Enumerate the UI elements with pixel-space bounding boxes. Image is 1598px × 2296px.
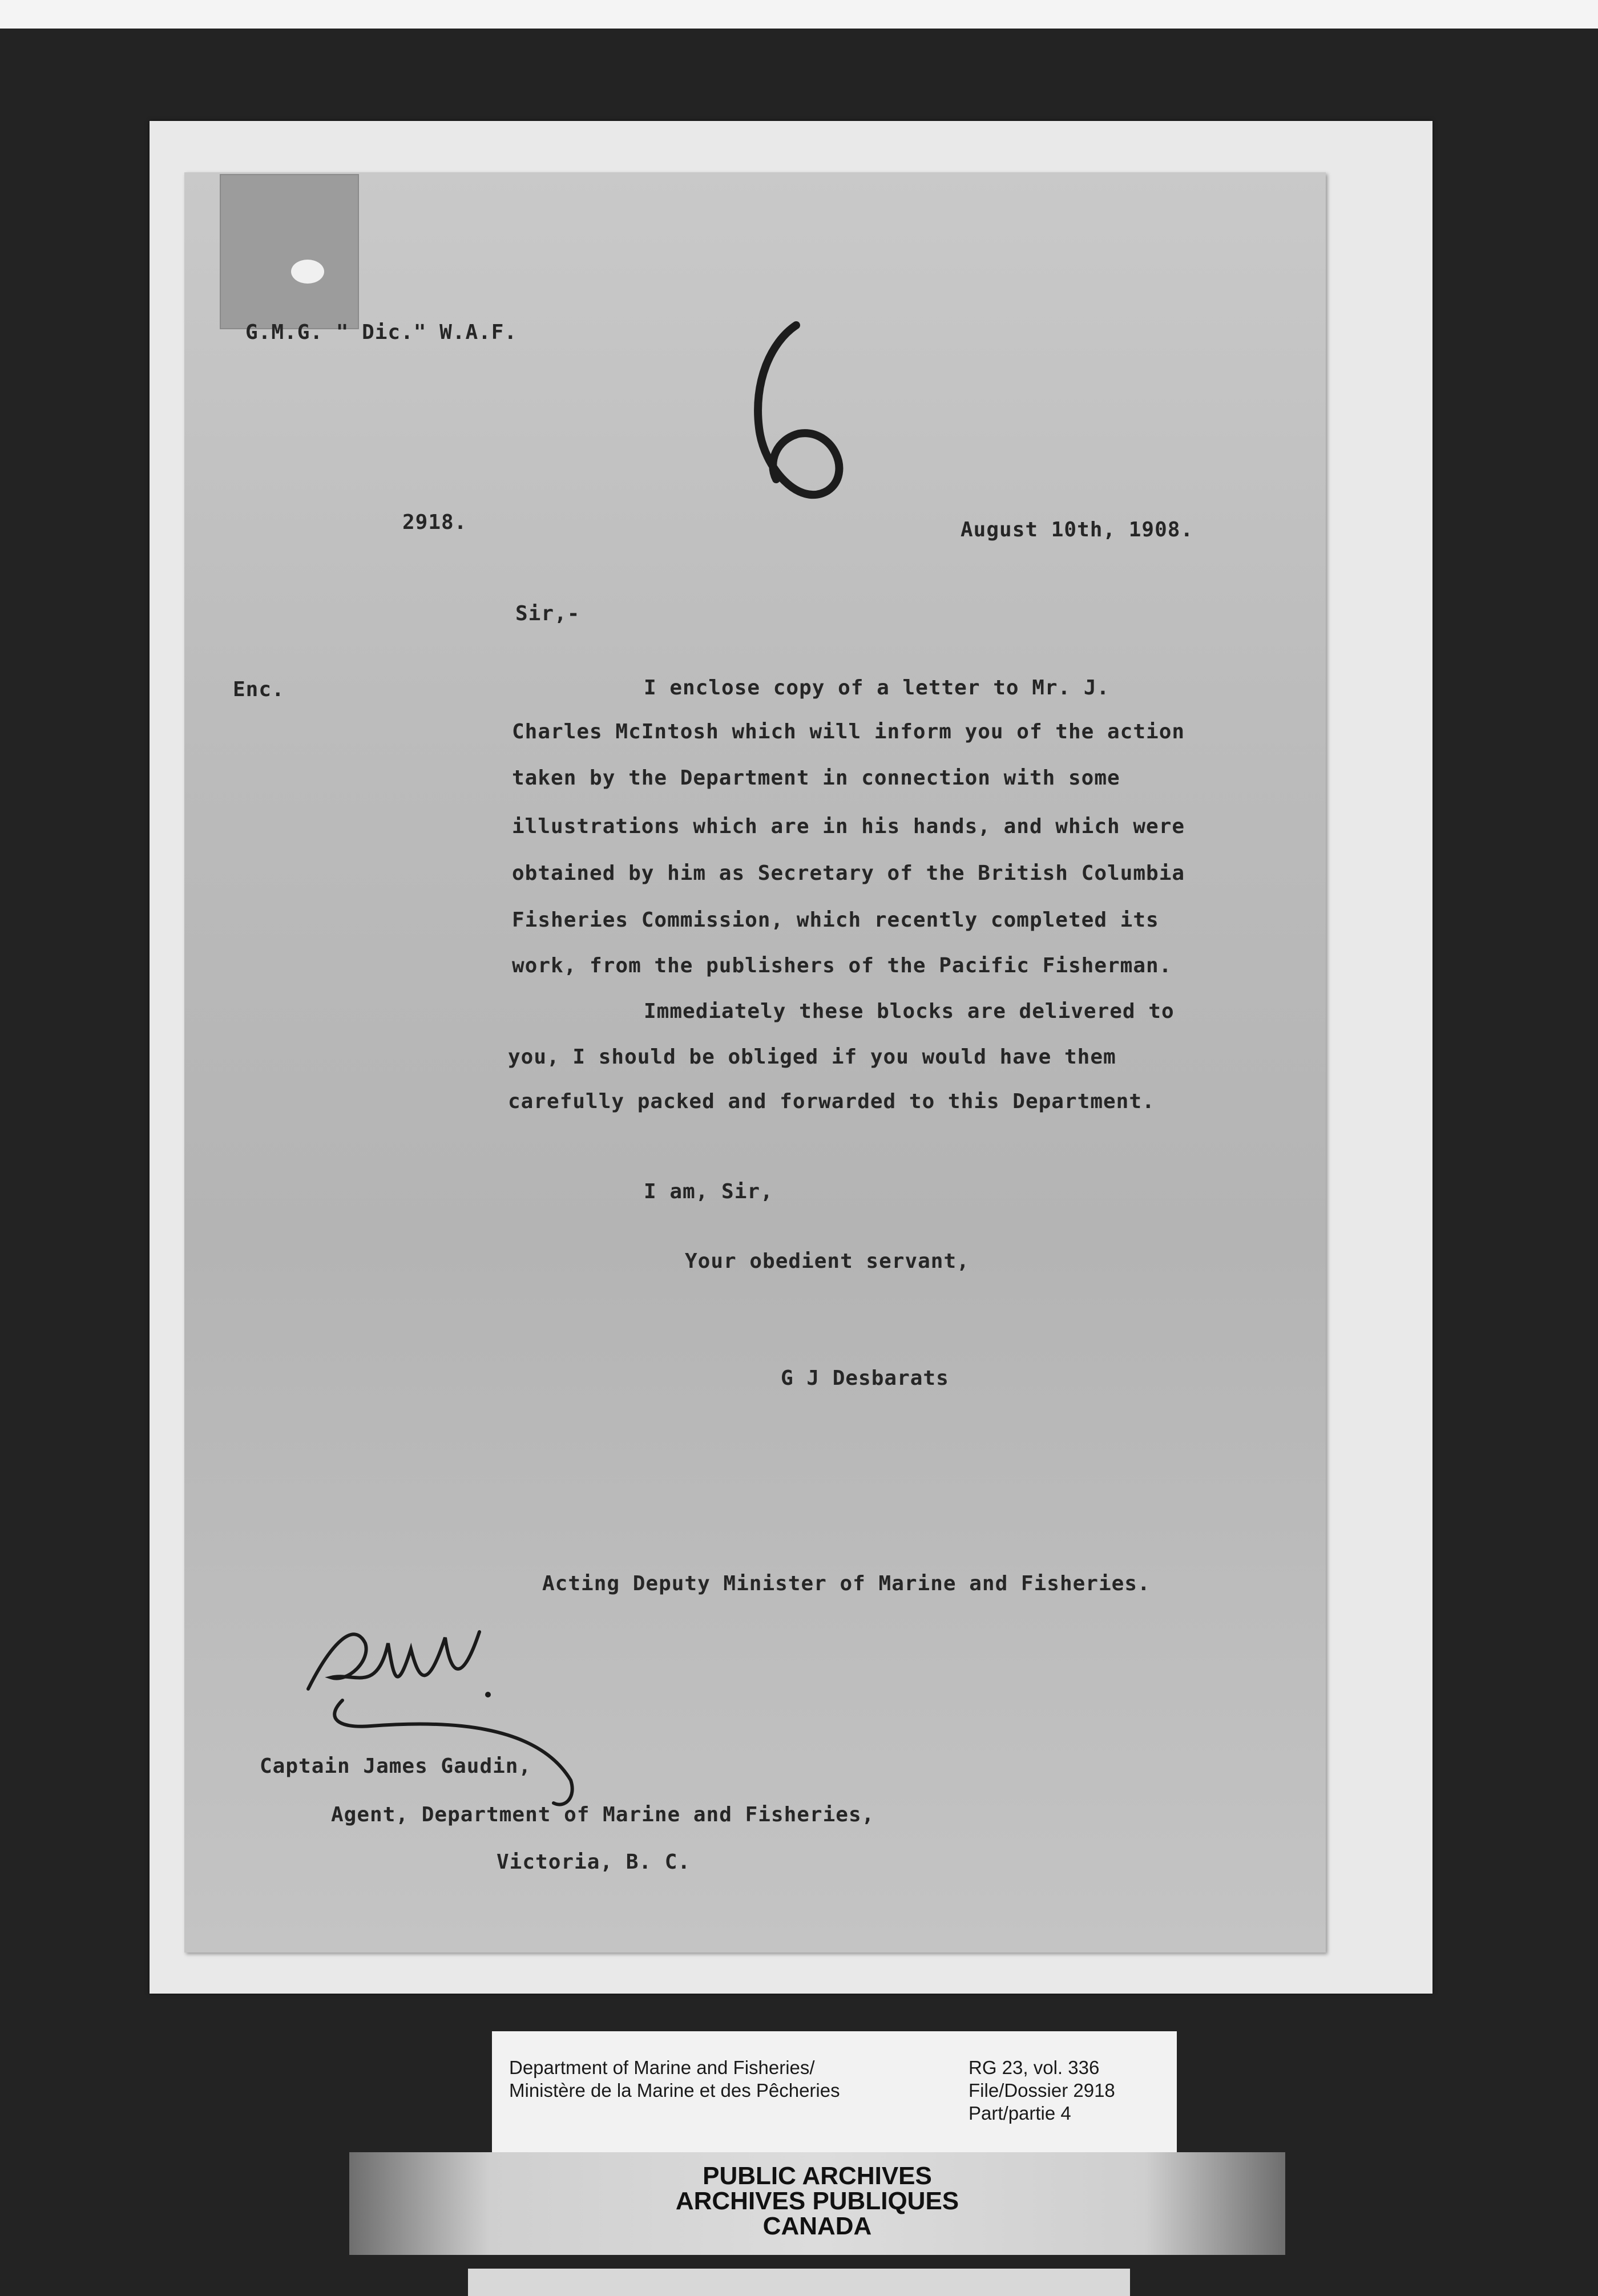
body-line: I enclose copy of a letter to Mr. J. xyxy=(644,676,1110,700)
body-line: illustrations which are in his hands, and which were xyxy=(512,815,1185,838)
addressee-title: Agent, Department of Marine and Fisheries, xyxy=(331,1803,875,1826)
body-line: carefully packed and forwarded to this Department. xyxy=(508,1090,1155,1113)
archives-stamp xyxy=(349,2152,1285,2255)
handwritten-page-number xyxy=(736,320,850,525)
body-line: Charles McIntosh which will inform you of the action xyxy=(512,720,1185,743)
body-line: you, I should be obliged if you would have them xyxy=(508,1045,1116,1069)
label-dept-en: Department of Marine and Fisheries/ xyxy=(509,2057,815,2078)
letter-date: August 10th, 1908. xyxy=(961,518,1194,541)
body-line: Immediately these blocks are delivered to xyxy=(644,1000,1175,1023)
body-line: work, from the publishers of the Pacific Fisherman. xyxy=(512,954,1172,977)
archive-label xyxy=(492,2031,1177,2152)
addressee-name: Captain James Gaudin, xyxy=(260,1755,532,1778)
tab-hole xyxy=(291,260,324,284)
top-border-strip xyxy=(0,0,1598,29)
salutation: Sir,- xyxy=(515,602,580,625)
signature-title: Acting Deputy Minister of Marine and Fisheries. xyxy=(542,1572,1151,1595)
signature-name: G J Desbarats xyxy=(781,1367,949,1390)
closing-line-2: Your obedient servant, xyxy=(685,1250,970,1273)
handwritten-initials xyxy=(297,1609,616,1814)
paper-tab xyxy=(220,174,359,329)
label-department xyxy=(509,2056,840,2102)
addressee-place: Victoria, B. C. xyxy=(497,1850,691,1874)
file-number: 2918. xyxy=(402,511,467,534)
label-dept-fr: Ministère de la Marine et des Pêcheries xyxy=(509,2080,840,2101)
stamp-line-1: PUBLIC ARCHIVES xyxy=(703,2162,932,2190)
body-line: taken by the Department in connection with some xyxy=(512,766,1120,790)
closing-line-1: I am, Sir, xyxy=(644,1180,773,1203)
stamp-line-2: ARCHIVES PUBLIQUES xyxy=(675,2187,959,2215)
label-part: Part/partie 4 xyxy=(969,2103,1071,2124)
label-reference xyxy=(969,2056,1115,2125)
margin-note-enc: Enc. xyxy=(233,678,285,701)
bottom-border-strip xyxy=(468,2269,1130,2296)
stamp-line-3: CANADA xyxy=(762,2212,872,2240)
initials-header: G.M.G. " Dic." W.A.F. xyxy=(245,321,518,344)
body-line: obtained by him as Secretary of the British Columbia xyxy=(512,862,1185,885)
label-rg: RG 23, vol. 336 xyxy=(969,2057,1100,2078)
body-line: Fisheries Commission, which recently completed its xyxy=(512,908,1159,932)
label-file: File/Dossier 2918 xyxy=(969,2080,1115,2101)
